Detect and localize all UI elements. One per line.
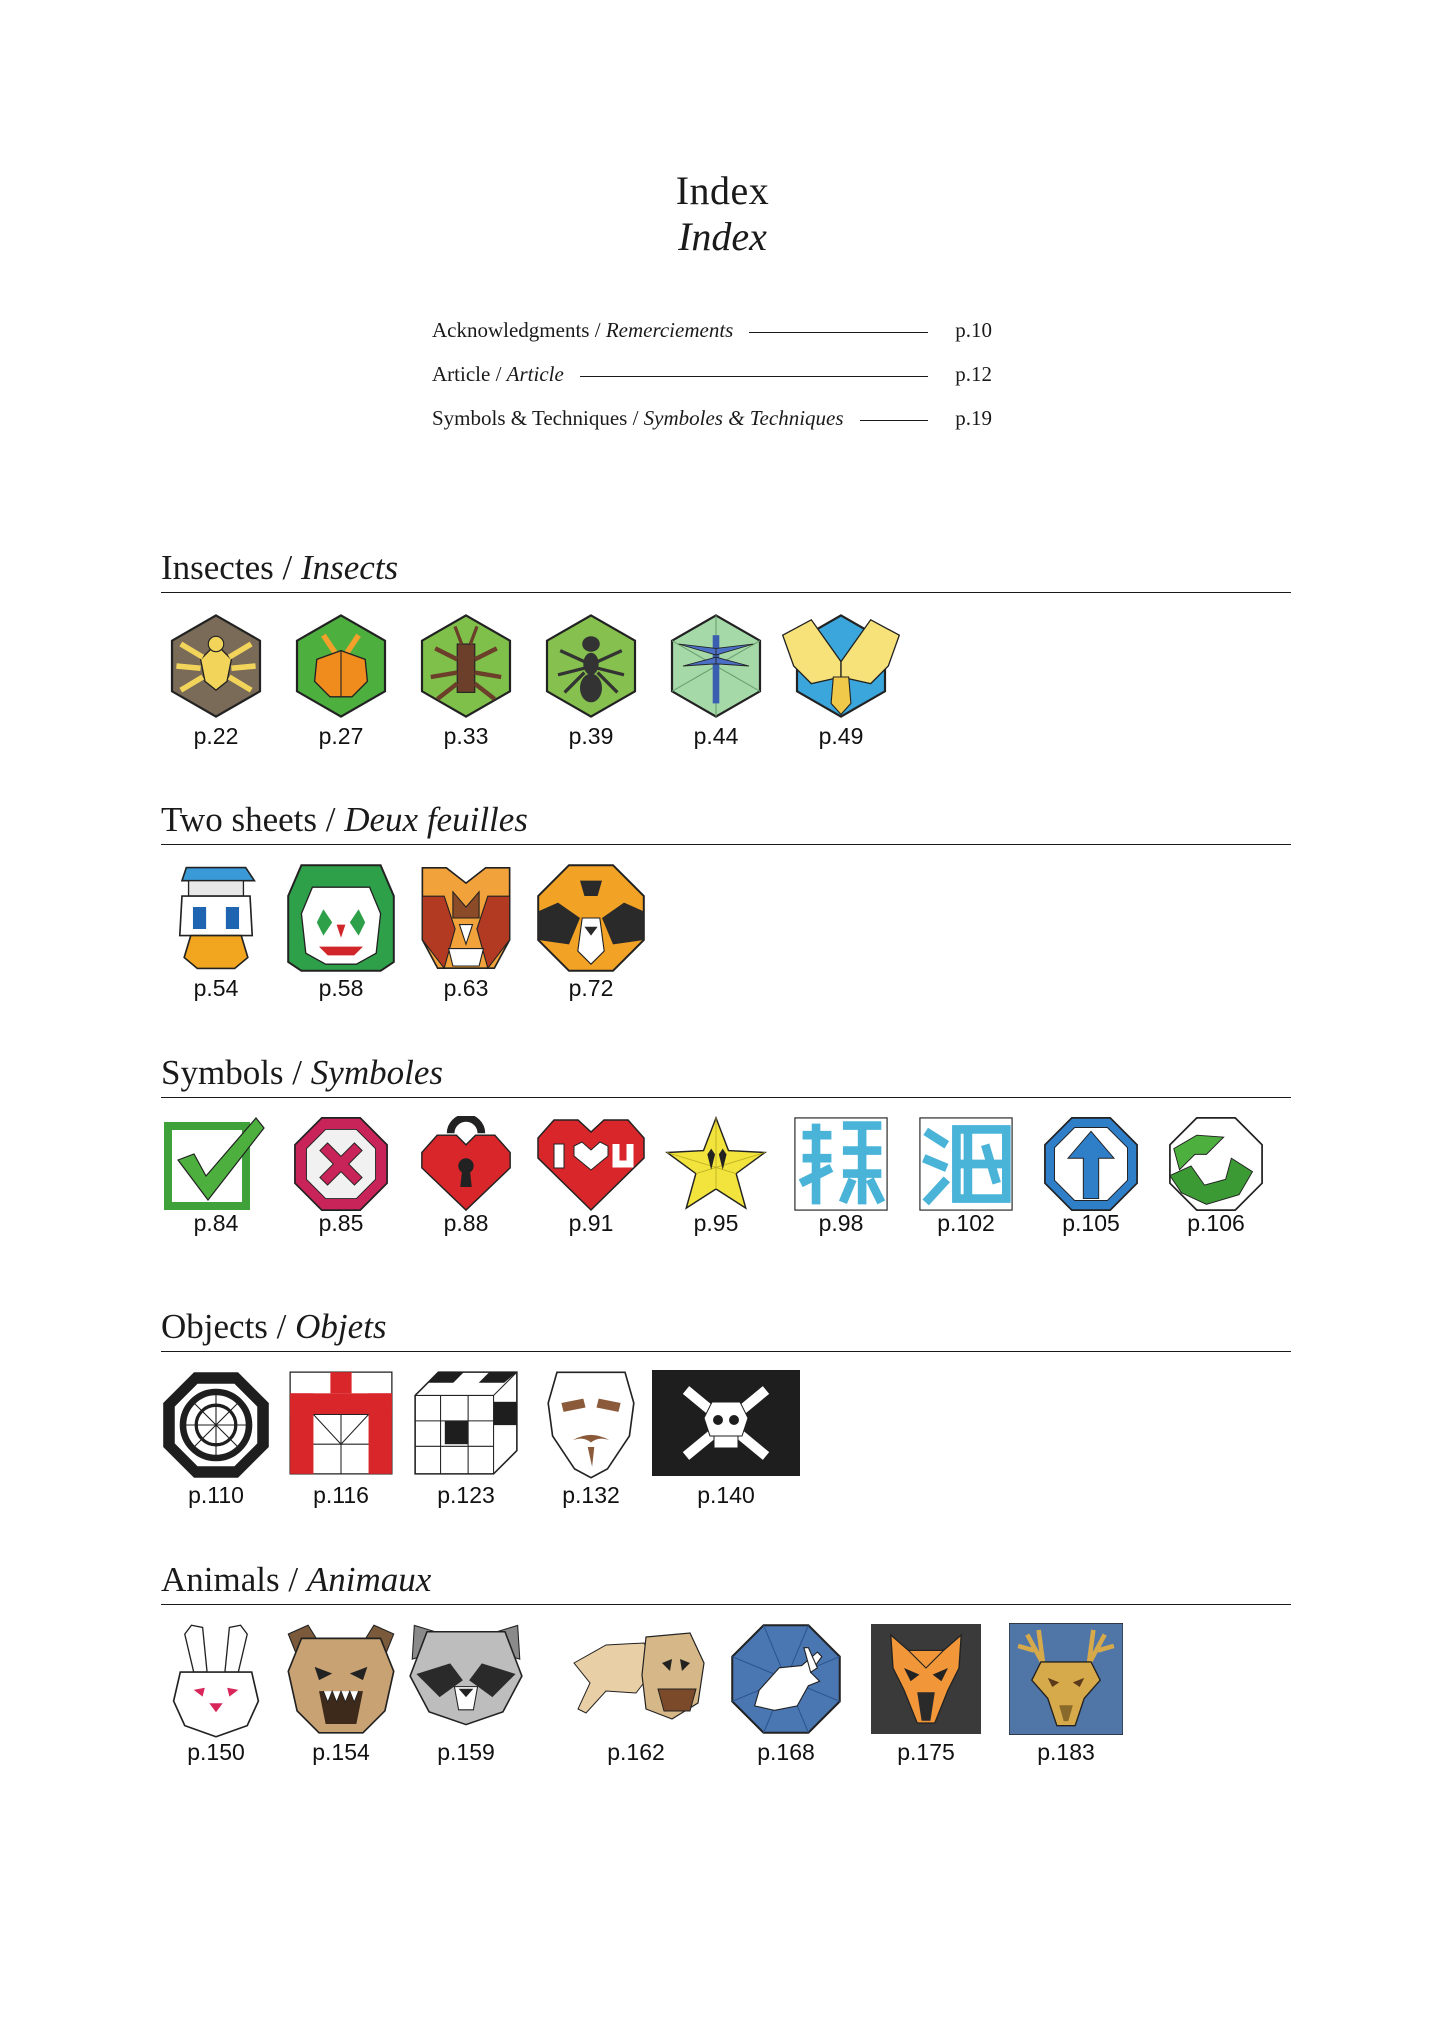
section-heading: Objects / Objets: [161, 1307, 1291, 1352]
page-number: p.98: [818, 1210, 864, 1236]
page-number: p.105: [1062, 1210, 1120, 1236]
section-objects: [161, 1307, 1291, 1522]
page-number: p.27: [318, 723, 364, 749]
page-title: Index: [675, 168, 770, 213]
page-number: p.159: [437, 1739, 495, 1765]
page-number: p.154: [312, 1739, 370, 1765]
page-number: p.102: [937, 1210, 995, 1236]
page-number: p.84: [193, 1210, 239, 1236]
heart-lock-icon: [418, 1116, 514, 1212]
star-icon: [663, 1116, 769, 1212]
beetle-icon: [286, 611, 396, 721]
fox-icon: [871, 1623, 981, 1735]
page-number: p.85: [318, 1210, 364, 1236]
grasshopper-icon: [411, 611, 521, 721]
page-number: p.106: [1187, 1210, 1245, 1236]
page-number: p.150: [187, 1739, 245, 1765]
index-title-block: [0, 168, 1445, 260]
butterfly-icon: [778, 611, 904, 721]
page-number: p.63: [443, 975, 489, 1001]
kanji-tile-icon: [793, 1116, 889, 1212]
section-heading: Animals / Animaux: [161, 1560, 1291, 1605]
page-number: p.175: [897, 1739, 955, 1765]
joker-icon: [286, 863, 396, 973]
page-number: p.162: [607, 1739, 665, 1765]
page-number: p.95: [693, 1210, 739, 1236]
dragonfly-icon: [661, 611, 771, 721]
section-insects: [161, 548, 1291, 763]
toc-row-acknowledgments[interactable]: [432, 318, 992, 362]
section-animals: [161, 1560, 1291, 1775]
page-number: p.116: [313, 1482, 369, 1508]
ant-icon: [536, 611, 646, 721]
cross-octagon-icon: [293, 1116, 389, 1212]
page-number: p.72: [568, 975, 614, 1001]
toc-label: Acknowledgments / Remerciements: [432, 318, 734, 342]
raccoon-icon: [408, 1623, 524, 1727]
kanji-tile-icon: [918, 1116, 1014, 1212]
page-number: p.33: [443, 723, 489, 749]
page-number: p.140: [697, 1482, 755, 1508]
up-arrow-octagon-icon: [1043, 1116, 1139, 1212]
page-number: p.183: [1037, 1739, 1095, 1765]
toc-label: Symbols & Techniques / Symboles & Techniques: [432, 406, 844, 430]
page-number: p.58: [318, 975, 364, 1001]
section-symbols: [161, 1053, 1291, 1268]
dog-icon: [566, 1623, 706, 1723]
tetris-blocks-icon: [288, 1370, 394, 1476]
page-number: p.88: [443, 1210, 489, 1236]
section-heading: Two sheets / Deux feuilles: [161, 800, 1291, 845]
duck-icon: [171, 863, 261, 973]
tiger-icon: [536, 863, 646, 973]
checkmark-icon: [164, 1116, 268, 1212]
spider-icon: [161, 611, 271, 721]
pirate-flag-icon: [652, 1370, 800, 1476]
section-heading: Insectes / Insects: [161, 548, 1291, 593]
toc-leader-line: [860, 420, 928, 421]
recycle-arrow-icon: [1168, 1116, 1264, 1212]
owl-icon: [418, 863, 514, 973]
page-number: p.168: [757, 1739, 815, 1765]
guy-fawkes-mask-icon: [546, 1370, 636, 1480]
toc-leader-line: [749, 332, 928, 333]
page-number: p.22: [193, 723, 239, 749]
toc-leader-line: [580, 376, 928, 377]
front-matter-toc: [432, 318, 992, 450]
page-number: p.132: [562, 1482, 620, 1508]
toc-row-symbols-techniques[interactable]: [432, 406, 992, 450]
page-number: p.44: [693, 723, 739, 749]
stag-icon: [1009, 1623, 1123, 1735]
page-number: p.91: [568, 1210, 614, 1236]
i-love-u-heart-icon: [536, 1116, 646, 1212]
page-number: p.110: [188, 1482, 244, 1508]
hare-octagon-icon: [730, 1623, 842, 1735]
toc-page-number: p.10: [955, 318, 992, 342]
toc-page-number: p.19: [955, 406, 992, 430]
page-number: p.49: [818, 723, 864, 749]
toc-page-number: p.12: [955, 362, 992, 386]
page-number: p.54: [193, 975, 239, 1001]
page-number: p.39: [568, 723, 614, 749]
toc-row-article[interactable]: [432, 362, 992, 406]
octagon-mandala-icon: [161, 1370, 271, 1480]
section-heading: Symbols / Symboles: [161, 1053, 1291, 1098]
toc-label: Article / Article: [432, 362, 564, 386]
rubik-cube-icon: [413, 1370, 519, 1476]
page-title-italic: Index: [678, 214, 767, 259]
page-number: p.123: [437, 1482, 495, 1508]
bear-icon: [286, 1623, 396, 1735]
section-two-sheets: [161, 800, 1291, 1015]
rabbit-icon: [171, 1623, 261, 1739]
